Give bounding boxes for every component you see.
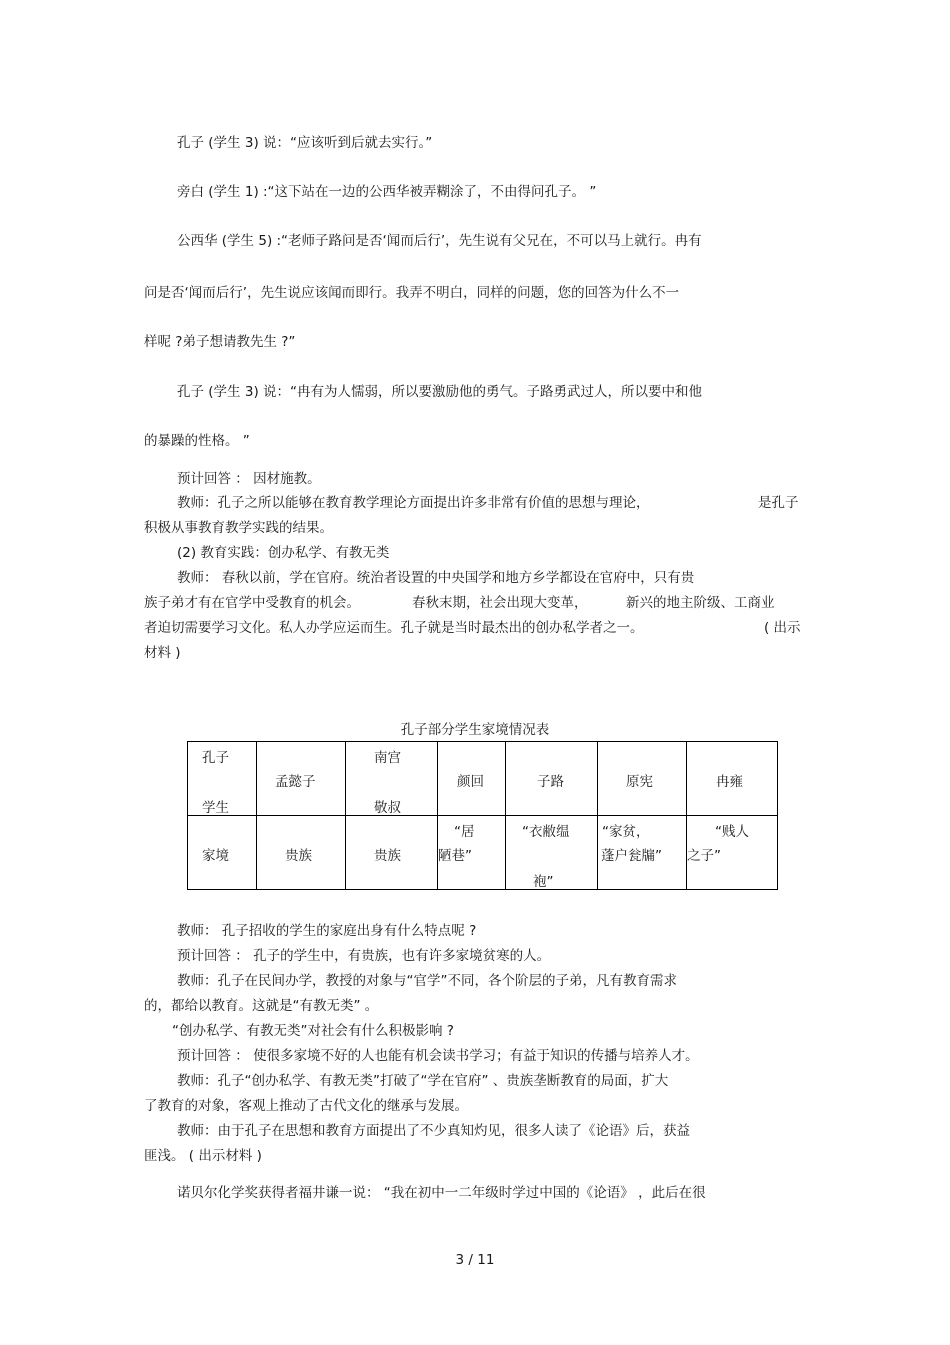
table-row: [188, 816, 778, 890]
text-line: ( 出示: [764, 620, 801, 636]
header-label-top: 孔子: [202, 750, 229, 766]
text-line: 问是否‘闻而后行’，先生说应该闻而即行。我弄不明白，同样的问题，您的回答为什么不一: [144, 285, 680, 301]
text-line: 预计回答 ： 孔子的学生中，有贵族，也有许多家境贫寒的人。: [177, 948, 551, 964]
text-line: 材料 ): [144, 645, 181, 661]
table-cell: “家贫，: [602, 824, 650, 840]
table-caption: 孔子部分学生家境情况表: [400, 722, 550, 738]
table-cell: 之子”: [687, 848, 721, 864]
table-cell: “衣敝缊: [522, 824, 570, 840]
table-cell: 颜回: [457, 774, 484, 790]
text-line: 预计回答 ： 因材施教。: [177, 471, 321, 487]
text-line: 教师： 春秋以前，学在官府。统治者设置的中央国学和地方乡学都设在官府中，只有贵: [177, 570, 695, 586]
table-cell: “居: [454, 824, 475, 840]
table-cell: 贵族: [374, 848, 401, 864]
text-line: 匪浅。 ( 出示材料 ): [144, 1148, 262, 1164]
text-line: 教师：孔子之所以能够在教育教学理论方面提出许多非常有价值的思想与理论，: [177, 495, 650, 511]
table-cell: 陋巷”: [438, 848, 472, 864]
text-line: 样呢 ?弟子想请教先生 ?”: [144, 334, 296, 350]
text-line: 预计回答 ： 使很多家境不好的人也能有机会读书学习；有益于知识的传播与培养人才。: [177, 1048, 699, 1064]
table-cell: 敬叔: [374, 800, 401, 816]
text-line: 公西华 (学生 5) :“老师子路问是否‘闻而后行’，先生说有父兄在，不可以马上就行。冉有: [177, 233, 702, 249]
header-label-bottom: 学生: [202, 800, 229, 816]
text-line: 族子弟才有在官学中受教育的机会。: [144, 595, 360, 611]
row-label: 家境: [202, 848, 229, 864]
text-line: (2) 教育实践：创办私学、有教无类: [177, 545, 390, 561]
student-family-table: [187, 741, 778, 890]
text-line: “创办私学、有教无类”对社会有什么积极影响 ?: [172, 1023, 454, 1039]
text-line: 者迫切需要学习文化。私人办学应运而生。孔子就是当时最杰出的创办私学者之一。: [144, 620, 644, 636]
text-line: 了教育的对象，客观上推动了古代文化的继承与发展。: [144, 1098, 468, 1114]
text-line: 教师：孔子在民间办学，教授的对象与“官学”不同，各个阶层的子弟，凡有教育需求: [177, 973, 677, 989]
text-line: 教师：孔子“创办私学、有教无类”打破了“学在官府” 、贵族垄断教育的局面，扩大: [177, 1073, 669, 1089]
text-line: 的暴躁的性格。 ”: [144, 433, 250, 449]
table-header-row: [188, 742, 778, 816]
text-line: 积极从事教育教学实践的结果。: [144, 520, 333, 536]
text-line: 诺贝尔化学奖获得者福井谦一说： “我在初中一二年级时学过中国的《论语》 ，此后在很: [177, 1185, 706, 1201]
page-number: 3 / 11: [455, 1252, 495, 1268]
text-line: 旁白 (学生 1) :“这下站在一边的公西华被弄糊涂了，不由得问孔子。 ”: [177, 184, 597, 200]
table-cell: “贱人: [715, 824, 749, 840]
text-line: 的，都给以教育。这就是“有教无类” 。: [144, 998, 379, 1014]
table-cell: 贵族: [285, 848, 312, 864]
table-cell: 子路: [537, 774, 564, 790]
table-cell: 蓬户瓮牖”: [601, 848, 662, 864]
text-line: 是孔子: [758, 495, 799, 511]
table-cell: 原宪: [626, 774, 653, 790]
table-cell: 孟懿子: [275, 774, 316, 790]
text-line: 教师： 孔子招收的学生的家庭出身有什么特点呢 ?: [177, 923, 477, 939]
table-cell: 袍”: [533, 874, 554, 890]
text-line: 春秋末期，社会出现大变革，: [412, 595, 588, 611]
text-line: 孔子 (学生 3) 说：“冉有为人懦弱，所以要激励他的勇气。子路勇武过人，所以要中和他: [177, 384, 702, 400]
table-cell: 冉雍: [716, 774, 743, 790]
text-line: 孔子 (学生 3) 说：“应该听到后就去实行。”: [177, 135, 433, 151]
text-line: 教师：由于孔子在思想和教育方面提出了不少真知灼见，很多人读了《论语》后，获益: [177, 1123, 690, 1139]
text-line: 新兴的地主阶级、工商业: [626, 595, 775, 611]
table-cell: 南宫: [374, 750, 401, 766]
